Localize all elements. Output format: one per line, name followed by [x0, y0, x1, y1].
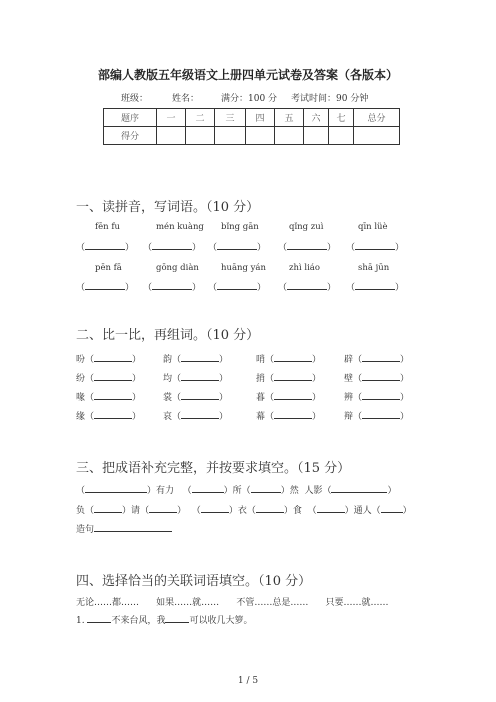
page-number: 1 / 5 — [237, 676, 259, 686]
score-cell[interactable] — [304, 127, 329, 145]
answer-blank[interactable]: （ ） — [208, 240, 266, 253]
score-table-header: 七 — [329, 109, 354, 127]
compare-item[interactable]: 缘（ ） — [76, 409, 141, 422]
section-1-heading: 一、读拼音，写词语。（10 分） — [76, 200, 260, 215]
pinyin: zhì liáo — [289, 263, 320, 273]
score-cell[interactable] — [329, 127, 354, 145]
pinyin: qīn lüè — [358, 222, 388, 232]
section-4-heading: 四、选择恰当的关联词语填空。（10 分） — [76, 574, 312, 589]
score-table-header: 五 — [275, 109, 304, 127]
section-3-heading: 三、把成语补充完整，并按要求填空。（15 分） — [76, 461, 351, 476]
pinyin: huāng yán — [221, 263, 266, 273]
score-table-header: 总分 — [354, 109, 400, 127]
compare-item[interactable]: 幕（ ） — [256, 409, 321, 422]
pinyin: bǐng gān — [221, 222, 259, 232]
answer-blank[interactable]: （ ） — [278, 240, 336, 253]
answer-blank[interactable]: （ ） — [76, 280, 134, 293]
score-table-header: 四 — [246, 109, 275, 127]
answer-blank[interactable]: （ ） — [346, 280, 404, 293]
pinyin: mén kuàng — [156, 222, 204, 232]
compare-item[interactable]: 捎（ ） — [256, 371, 321, 384]
compare-item[interactable]: 裳（ ） — [163, 390, 228, 403]
make-sentence[interactable]: 造句 — [76, 522, 172, 535]
doc-title: 部编人教版五年级语文上册四单元试卷及答案（各版本） — [97, 68, 398, 82]
answer-blank[interactable]: （ ） — [346, 240, 404, 253]
compare-item[interactable]: 吩（ ） — [76, 352, 141, 365]
score-cell[interactable] — [157, 127, 186, 145]
answer-blank[interactable]: （ ） — [278, 280, 336, 293]
pinyin: shā jūn — [358, 263, 390, 273]
idiom-line-2[interactable]: 负（ ）请（ ） （ ）衣（ ）食 （ ）通人（ ） — [76, 503, 412, 516]
score-table-header: 三 — [215, 109, 246, 127]
score-table-header: 六 — [304, 109, 329, 127]
section-2-heading: 二、比一比，再组词。（10 分） — [76, 328, 260, 343]
score-cell[interactable] — [186, 127, 215, 145]
connective-question-1[interactable]: 1. 不来台风，我 可以收几大箩。 — [76, 613, 253, 626]
compare-item[interactable]: 辩（ ） — [344, 409, 409, 422]
score-cell[interactable] — [246, 127, 275, 145]
compare-item[interactable]: 辟（ ） — [344, 352, 409, 365]
full-score-label: 满分：100 分 — [221, 94, 278, 104]
compare-item[interactable]: 壁（ ） — [344, 371, 409, 384]
answer-blank[interactable]: （ ） — [76, 240, 134, 253]
compare-item[interactable]: 韵（ ） — [163, 352, 228, 365]
exam-time-label: 考试时间：90 分钟 — [291, 94, 369, 104]
answer-blank[interactable]: （ ） — [143, 240, 201, 253]
score-cell[interactable] — [215, 127, 246, 145]
idiom-line-1[interactable]: （ ）有力 （ ）所（ ）然 人影（ ） — [76, 483, 397, 496]
connective-options: 无论……都…… 如果……就…… 不管……总是…… 只要……就…… — [76, 598, 389, 608]
score-cell[interactable] — [354, 127, 400, 145]
compare-item[interactable]: 喙（ ） — [76, 390, 141, 403]
score-row-label: 得分 — [104, 127, 157, 145]
pinyin: gōng diàn — [156, 263, 199, 273]
pinyin: qǐng zuì — [289, 222, 324, 232]
compare-item[interactable]: 纷（ ） — [76, 371, 141, 384]
compare-item[interactable]: 均（ ） — [163, 371, 228, 384]
answer-blank[interactable]: （ ） — [143, 280, 201, 293]
class-label: 班级： — [121, 94, 149, 104]
score-cell[interactable] — [275, 127, 304, 145]
compare-item[interactable]: 哨（ ） — [256, 352, 321, 365]
score-table-header: 二 — [186, 109, 215, 127]
score-table-header: 题序 — [104, 109, 157, 127]
pinyin: fēn fu — [95, 222, 120, 232]
compare-item[interactable]: 暮（ ） — [256, 390, 321, 403]
answer-blank[interactable]: （ ） — [208, 280, 266, 293]
pinyin: pēn fā — [95, 263, 122, 273]
compare-item[interactable]: 哀（ ） — [163, 409, 228, 422]
score-table-header: 一 — [157, 109, 186, 127]
compare-item[interactable]: 辨（ ） — [344, 390, 409, 403]
name-label: 姓名： — [172, 94, 200, 104]
score-table — [103, 108, 400, 145]
